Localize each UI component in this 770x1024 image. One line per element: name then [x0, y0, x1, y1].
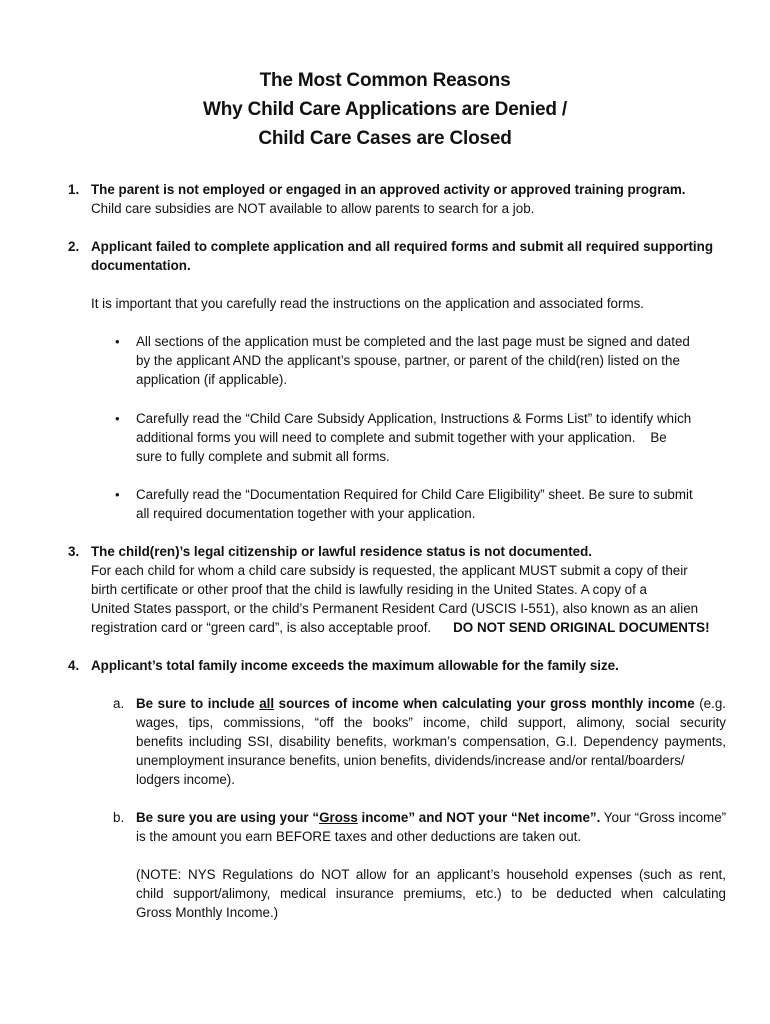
item-3-line-2: birth certificate or other proof that the child is lawfully residing in the United States. A copy of a: [91, 582, 648, 597]
item-3-line-3: United States passport, or the child’s Permanent Resident Card (USCIS I-551), also known as an alien: [91, 601, 699, 616]
item-1-body: Child care subsidies are NOT available to allow parents to search for a job.: [91, 201, 535, 216]
item-3-number: 3.: [68, 544, 80, 559]
item-2-heading-line-2: documentation.: [91, 258, 191, 273]
bullet-3-symbol: •: [115, 487, 120, 502]
sub-b-line-1: [136, 808, 726, 827]
title-line-2: Why Child Care Applications are Denied /: [203, 99, 567, 120]
sub-b-bold-pre: Be sure you are using your “: [136, 810, 320, 825]
sub-a-line-1: [136, 694, 726, 713]
item-1-number: 1.: [68, 182, 80, 197]
sub-a-line-5: lodgers income).: [136, 772, 235, 787]
page-title: [0, 66, 770, 153]
bullet-3-line-2: all required documentation together with your application.: [136, 506, 476, 521]
item-2: [91, 237, 731, 275]
sub-b-letter: b.: [113, 810, 125, 825]
bullet-2-line-2: additional forms you will need to complete and submit together with your application. Be: [136, 430, 667, 445]
warning-text: DO NOT SEND ORIGINAL DOCUMENTS!: [453, 620, 710, 635]
item-1-heading: The parent is not employed or engaged in an approved activity or approved training program.: [91, 182, 686, 197]
item-4-number: 4.: [68, 658, 80, 673]
bullet-1-line-1: All sections of the application must be completed and the last page must be signed and dated: [136, 334, 690, 349]
note-line-1: (NOTE: NYS Regulations do NOT allow for an applicant’s household expenses (such as rent,: [136, 867, 726, 882]
item-3-line-4-text: registration card or “green card”, is also acceptable proof.: [91, 620, 432, 635]
item-3-line-4: [91, 618, 731, 637]
bullet-1-line-2: by the applicant AND the applicant’s spouse, partner, or parent of the child(ren) listed on the: [136, 353, 680, 368]
sub-a-line-1-rest: (e.g.: [694, 696, 727, 711]
note-line-3: Gross Monthly Income.): [136, 905, 279, 920]
bullet-1: [136, 332, 726, 389]
bullet-2: [136, 409, 726, 466]
item-3: [91, 542, 731, 637]
sub-a-line-2: wages, tips, commissions, “off the books” income, child support, alimony, social security: [136, 715, 726, 730]
sub-b: [136, 808, 726, 846]
sub-a-bold-underlined: all: [259, 696, 275, 711]
sub-a: [136, 694, 726, 789]
sub-a-line-3: benefits including SSI, disability benefits, workman’s compensation, G.I. Dependency payments,: [136, 734, 726, 749]
sub-b-bold-post: income” and NOT your “Net income”.: [357, 810, 601, 825]
sub-a-letter: a.: [113, 696, 125, 711]
sub-a-line-4: unemployment insurance benefits, union benefits, dividends/increase and/or rental/boarders/: [136, 753, 685, 768]
sub-b-note: [136, 865, 726, 922]
note-line-2: child support/alimony, medical insurance premiums, etc.) to be deducted when calculating: [136, 886, 726, 901]
sub-b-line-1-rest: Your “Gross income”: [600, 810, 727, 825]
item-2-heading-line-1: Applicant failed to complete application and all required forms and submit all required supporting: [91, 239, 713, 254]
item-2-intro-text: It is important that you carefully read the instructions on the application and associated forms.: [91, 296, 645, 311]
title-line-3: Child Care Cases are Closed: [258, 128, 512, 149]
bullet-1-line-3: application (if applicable).: [136, 372, 288, 387]
title-line-1: The Most Common Reasons: [259, 70, 511, 91]
bullet-2-line-1: Carefully read the “Child Care Subsidy Application, Instructions & Forms List” to identify which: [136, 411, 692, 426]
bullet-3: [136, 485, 726, 523]
item-4: [91, 656, 731, 675]
item-3-heading: The child(ren)’s legal citizenship or lawful residence status is not documented.: [91, 544, 593, 559]
bullet-1-symbol: •: [115, 334, 120, 349]
item-1: [91, 180, 731, 218]
bullet-2-symbol: •: [115, 411, 120, 426]
item-2-intro: [91, 294, 731, 313]
sub-b-line-2: is the amount you earn BEFORE taxes and other deductions are taken out.: [136, 829, 582, 844]
item-3-line-1: For each child for whom a child care subsidy is requested, the applicant MUST submit a copy of their: [91, 563, 688, 578]
sub-a-bold-pre: Be sure to include: [136, 696, 260, 711]
item-4-heading: Applicant’s total family income exceeds the maximum allowable for the family size.: [91, 658, 619, 673]
item-2-number: 2.: [68, 239, 80, 254]
bullet-3-line-1: Carefully read the “Documentation Required for Child Care Eligibility” sheet. Be sure to submit: [136, 487, 693, 502]
bullet-2-line-3: sure to fully complete and submit all forms.: [136, 449, 390, 464]
sub-a-bold-post: sources of income when calculating your gross monthly income: [274, 696, 695, 711]
sub-b-bold-underlined: Gross: [319, 810, 358, 825]
